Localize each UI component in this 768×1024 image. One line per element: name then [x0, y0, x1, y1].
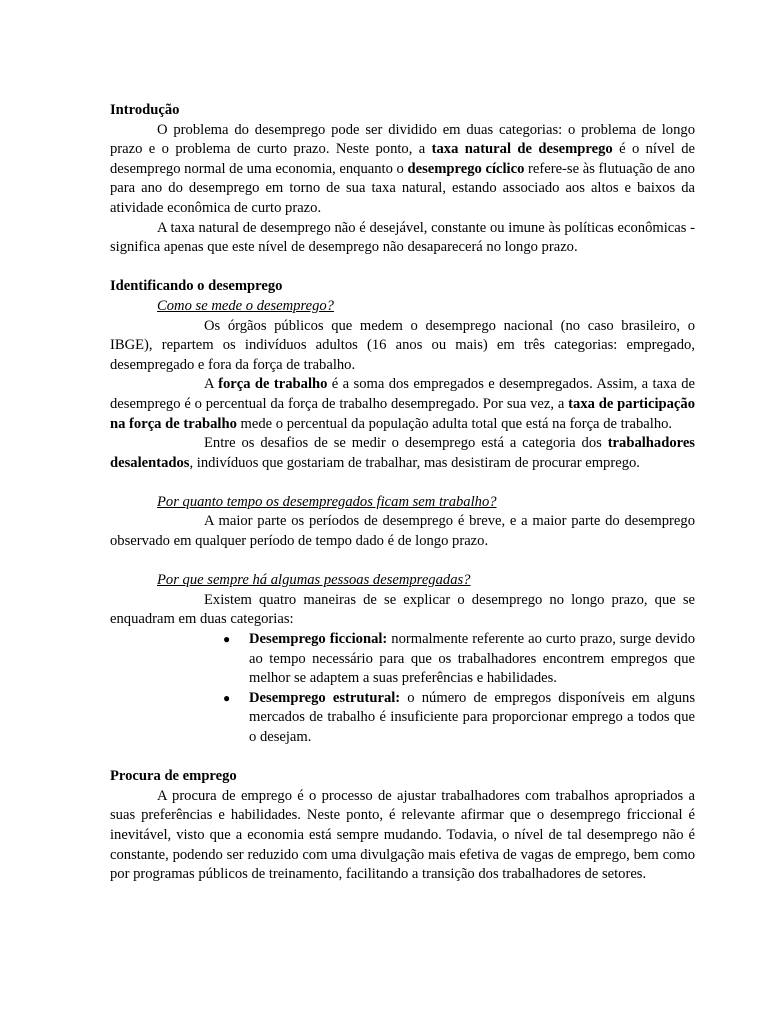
intro-paragraph-1: O problema do desemprego pode ser dividido em duas categorias: o problema de longo prazo e o problema de curto prazo. Neste ponto, a taxa natural de desemprego é o nível de desemprego normal de uma economia, enquanto o desemprego cíclico refere-se às flutuação de ano para ano do desemprego em torno de sua taxa natural, estando associado aos altos e baixos da atividade econômica de curto prazo. — [110, 121, 695, 216]
intro-paragraph-2: A taxa natural de desemprego não é desejável, constante ou imune às políticas econômicas - significa apenas que este nível de desemprego não desaparecerá no longo prazo. — [110, 219, 695, 256]
term-forca-de-trabalho: força de trabalho — [218, 376, 328, 393]
bullet-icon: ● — [223, 632, 231, 647]
identificando-paragraph-1: Os órgãos públicos que medem o desemprego nacional (no caso brasileiro, o IBGE), repartem os indivíduos adultos (16 anos ou mais) em três categorias: empregado, desempregado e fora da força de trabalho. — [110, 317, 695, 373]
term-desemprego-estrutural: Desemprego estrutural: — [249, 689, 401, 706]
heading-introducao: Introdução — [110, 102, 180, 118]
list-item: ● Desemprego estrutural: o número de empregos disponíveis em alguns mercados de trabalho é insuficiente para proporcionar emprego a todos que o desejam. — [223, 689, 695, 745]
heading-procura-de-emprego: Procura de emprego — [110, 768, 237, 785]
term-desemprego-ciclico: desemprego cíclico — [407, 160, 525, 177]
identificando-paragraph-3: Entre os desafios de se medir o desemprego está a categoria dos trabalhadores desalentados, indivíduos que gostariam de trabalhar, mas desistiram de procurar emprego. — [110, 435, 695, 471]
list-item: ● Desemprego ficcional: normalmente referente ao curto prazo, surge devido ao tempo necessário para que os trabalhadores encontrem empregos que melhor se adaptem a suas preferências e habilidades. — [223, 631, 695, 687]
unemployment-types-list — [110, 630, 695, 748]
identificando-paragraph-2: A força de trabalho é a soma dos empregados e desempregados. Assim, a taxa de desemprego é o percentual da força de trabalho desempregado. Por sua vez, a taxa de participação na força de trabalho mede o percentual da população adulta total que está na força de trabalho. — [110, 376, 695, 432]
term-trabalhadores-desalentados: trabalhadores desalentados — [110, 435, 695, 471]
procura-paragraph-1: A procura de emprego é o processo de ajustar trabalhadores com trabalhos apropriados a suas preferências e habilidades. Neste ponto, é relevante afirmar que o desemprego friccional é inevitável, visto que a economia está sempre mudando. Todavia, o nível de tal desemprego não é constante, podendo ser reduzido com uma divulgação mais efetiva de vagas de emprego, bem como por programas públicos de treinamento, facilitando a transição dos trabalhadores de setores. — [110, 787, 695, 883]
heading-identificando: Identificando o desemprego — [110, 278, 283, 295]
term-taxa-participacao: taxa de participação na força de trabalho — [110, 395, 695, 432]
subheading-como-se-mede: Como se mede o desemprego? — [157, 297, 334, 314]
document-page — [110, 101, 695, 885]
subheading-por-que-sempre: Por que sempre há algumas pessoas desempregadas? — [157, 572, 471, 589]
term-taxa-natural: taxa natural de desemprego — [431, 141, 613, 158]
subheading-por-quanto-tempo: Por quanto tempo os desempregados ficam sem trabalho? — [157, 493, 497, 510]
identificando-paragraph-5: Existem quatro maneiras de se explicar o desemprego no longo prazo, que se enquadram em duas categorias: — [110, 591, 695, 628]
term-desemprego-ficcional: Desemprego ficcional: — [249, 631, 388, 648]
identificando-paragraph-4: A maior parte os períodos de desemprego é breve, e a maior parte do desemprego observado em qualquer período de tempo dado é de longo prazo. — [110, 513, 695, 550]
bullet-icon: ● — [223, 690, 231, 705]
